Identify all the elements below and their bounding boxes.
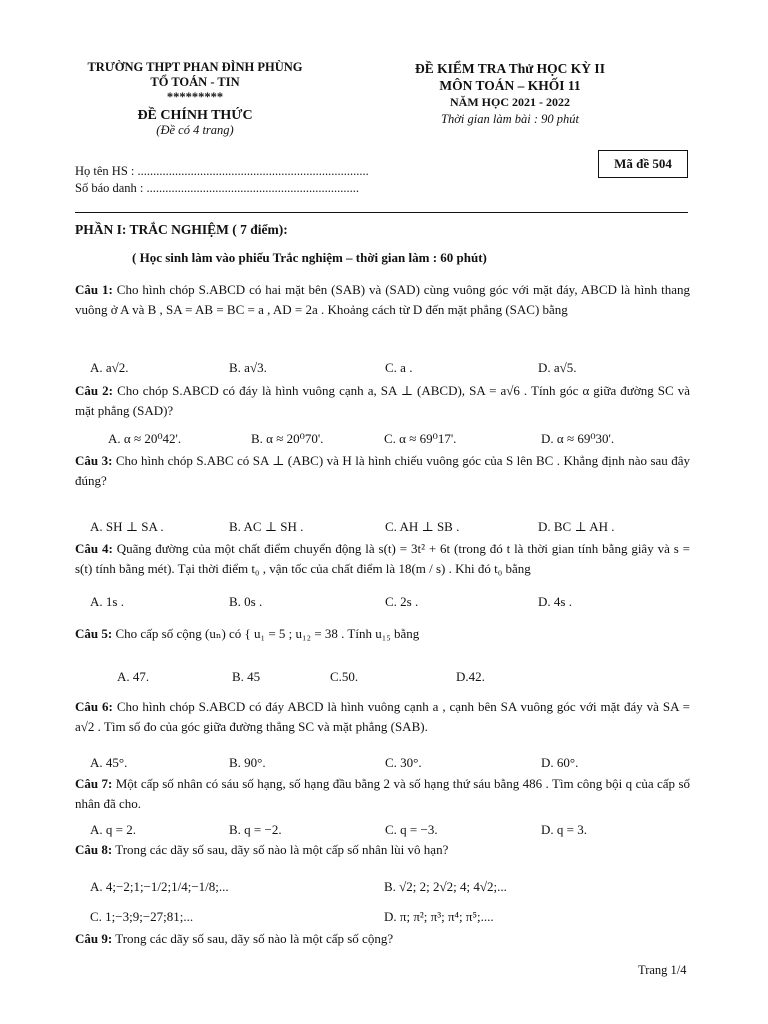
question-1-text: Cho hình chóp S.ABCD có hai mặt bên (SAB) và (SAD) cùng vuông góc với mặt đáy, ABCD là hình thang vuông ở A và B , SA = AB = BC = a , AD = 2a . Khoảng cách từ D đến mặt phẳng (SAC) bằng [75, 282, 691, 317]
student-id-field: Số báo danh : .................................................................... [75, 181, 360, 195]
q4-option-a[interactable]: A. 1s . [90, 594, 124, 609]
question-5-text: Cho cấp số cộng (uₙ) có { u₁ = 5 ; u₁₂ = 38 . Tính u₁₅ bằng [115, 626, 420, 641]
q2-option-b[interactable]: B. α ≈ 20⁰70'. [251, 431, 324, 446]
exam-subject: MÔN TOÁN – KHỐI 11 [439, 78, 581, 93]
question-9-text: Trong các dãy số sau, dãy số nào là một cấp số cộng? [115, 931, 394, 946]
q8-option-d[interactable]: D. π; π²; π³; π⁴; π⁵;.... [384, 909, 494, 924]
q3-option-b[interactable]: B. AC ⊥ SH . [229, 519, 304, 534]
page-number: Trang 1/4 [638, 963, 687, 977]
time-limit: Thời gian làm bài : 90 phút [441, 112, 579, 126]
question-4: Câu 4: Quãng đường của một chất điểm chuyển động là s(t) = 3t² + 6t (trong đó t là thời gian tính bằng giây và s = s(t) tính bằng mét). Tại thời điểm t₀ , vận tốc của chất điểm là 18(m / s) . Khi đó t₀ bằng [75, 541, 690, 576]
question-4-text: Quãng đường của một chất điểm chuyển động là s(t) = 3t² + 6t (trong đó t là thời gian tính bằng giây và s = s(t) tính bằng mét). Tại thời điểm t₀ , vận tốc của chất điểm là 18(m / s) . Khi đó t₀ bằng [75, 541, 690, 576]
q7-option-c[interactable]: C. q = −3. [385, 822, 438, 837]
q2-option-d[interactable]: D. α ≈ 69⁰30'. [541, 431, 615, 446]
q8-option-c[interactable]: C. 1;−3;9;−27;81;... [90, 909, 194, 924]
q2-option-c[interactable]: C. α ≈ 69⁰17'. [384, 431, 457, 446]
q8-option-b[interactable]: B. √2; 2; 2√2; 4; 4√2;... [384, 879, 507, 894]
q4-option-b[interactable]: B. 0s . [229, 594, 263, 609]
q3-option-d[interactable]: D. BC ⊥ AH . [538, 519, 615, 534]
question-5: Câu 5: Cho cấp số cộng (uₙ) có { u₁ = 5 ; u₁₂ = 38 . Tính u₁₅ bằng [75, 626, 420, 641]
q6-option-c[interactable]: C. 30°. [385, 755, 422, 770]
question-2-text: Cho chóp S.ABCD có đáy là hình vuông cạnh a, SA ⊥ (ABCD), SA = a√6 . Tính góc α giữa đường SC và mặt phẳng (SAD)? [75, 383, 691, 418]
question-8: Câu 8: Trong các dãy số sau, dãy số nào là một cấp số nhân lùi vô hạn? [75, 842, 449, 857]
question-1: Câu 1: Cho hình chóp S.ABCD có hai mặt bên (SAB) và (SAD) cùng vuông góc với mặt đáy, ABCD là hình thang vuông ở A và B , SA = AB = BC = a , AD = 2a . Khoảng cách từ D đến mặt phẳng (SAC) bằng [75, 282, 691, 317]
section-instruction: ( Học sinh làm vào phiếu Trắc nghiệm – thời gian làm : 60 phút) [132, 250, 487, 265]
q7-option-a[interactable]: A. q = 2. [90, 822, 136, 837]
question-6: Câu 6: Cho hình chóp S.ABCD có đáy ABCD là hình vuông cạnh a , cạnh bên SA vuông góc với mặt đáy và SA = a√2 . Tìm số đo của góc giữa đường thẳng SC và mặt phẳng (SAB). [75, 699, 690, 734]
q1-option-c[interactable]: C. a . [385, 360, 413, 375]
department: TỔ TOÁN - TIN [150, 75, 240, 89]
exam-header [380, 60, 640, 128]
question-7-text: Một cấp số nhân có sáu số hạng, số hạng đầu bằng 2 và số hạng thứ sáu bằng 486 . Tìm công bội q của cấp số nhân đã cho. [75, 776, 690, 811]
question-6-text: Cho hình chóp S.ABCD có đáy ABCD là hình vuông cạnh a , cạnh bên SA vuông góc với mặt đáy và SA = a√2 . Tìm số đo của góc giữa đường thẳng SC và mặt phẳng (SAB). [75, 699, 690, 734]
question-9: Câu 9: Trong các dãy số sau, dãy số nào là một cấp số cộng? [75, 931, 394, 946]
exam-code-box: Mã đề 504 [598, 150, 688, 178]
q6-option-b[interactable]: B. 90°. [229, 755, 266, 770]
question-2: Câu 2: Cho chóp S.ABCD có đáy là hình vuông cạnh a, SA ⊥ (ABCD), SA = a√6 . Tính góc α giữa đường SC và mặt phẳng (SAD)? [75, 383, 691, 418]
header-divider [75, 212, 688, 213]
q3-option-c[interactable]: C. AH ⊥ SB . [385, 519, 460, 534]
official-label: ĐỀ CHÍNH THỨC [137, 108, 253, 123]
q7-option-d[interactable]: D. q = 3. [541, 822, 587, 837]
q8-option-a[interactable]: A. 4;−2;1;−1/2;1/4;−1/8;... [90, 879, 229, 894]
question-8-text: Trong các dãy số sau, dãy số nào là một cấp số nhân lùi vô hạn? [115, 842, 449, 857]
q4-option-c[interactable]: C. 2s . [385, 594, 419, 609]
q7-option-b[interactable]: B. q = −2. [229, 822, 282, 837]
q1-option-d[interactable]: D. a√5. [538, 360, 577, 375]
exam-title: ĐỀ KIỂM TRA Thử HỌC KỲ II [415, 61, 605, 76]
q5-option-a[interactable]: A. 47. [117, 669, 150, 684]
section-title: PHẦN I: TRẮC NGHIỆM ( 7 điểm): [75, 222, 288, 237]
school-header [75, 60, 315, 138]
q5-option-b[interactable]: B. 45 [232, 669, 261, 684]
q1-option-a[interactable]: A. a√2. [90, 360, 129, 375]
q1-option-b[interactable]: B. a√3. [229, 360, 267, 375]
school-name: TRƯỜNG THPT PHAN ĐÌNH PHÙNG [87, 60, 303, 74]
q6-option-a[interactable]: A. 45°. [90, 755, 128, 770]
pages-note: (Đề có 4 trang) [156, 123, 234, 137]
question-3: Câu 3: Cho hình chóp S.ABC có SA ⊥ (ABC) và H là hình chiếu vuông góc của S lên BC . Khẳng định nào sau đây đúng? [75, 453, 691, 488]
question-7: Câu 7: Một cấp số nhân có sáu số hạng, số hạng đầu bằng 2 và số hạng thứ sáu bằng 486 . Tìm công bội q của cấp số nhân đã cho. [75, 776, 690, 811]
q5-option-d[interactable]: D.42. [456, 669, 485, 684]
school-year: NĂM HỌC 2021 - 2022 [450, 95, 570, 109]
q3-option-a[interactable]: A. SH ⊥ SA . [90, 519, 164, 534]
q4-option-d[interactable]: D. 4s . [538, 594, 572, 609]
stars-divider: ********* [166, 90, 224, 104]
q6-option-d[interactable]: D. 60°. [541, 755, 579, 770]
question-3-text: Cho hình chóp S.ABC có SA ⊥ (ABC) và H là hình chiếu vuông góc của S lên BC . Khẳng định nào sau đây đúng? [75, 453, 691, 488]
q5-option-c[interactable]: C.50. [330, 669, 359, 684]
q2-option-a[interactable]: A. α ≈ 20⁰42'. [108, 431, 182, 446]
student-name-field: Họ tên HS : .......................................................................... [75, 164, 369, 178]
